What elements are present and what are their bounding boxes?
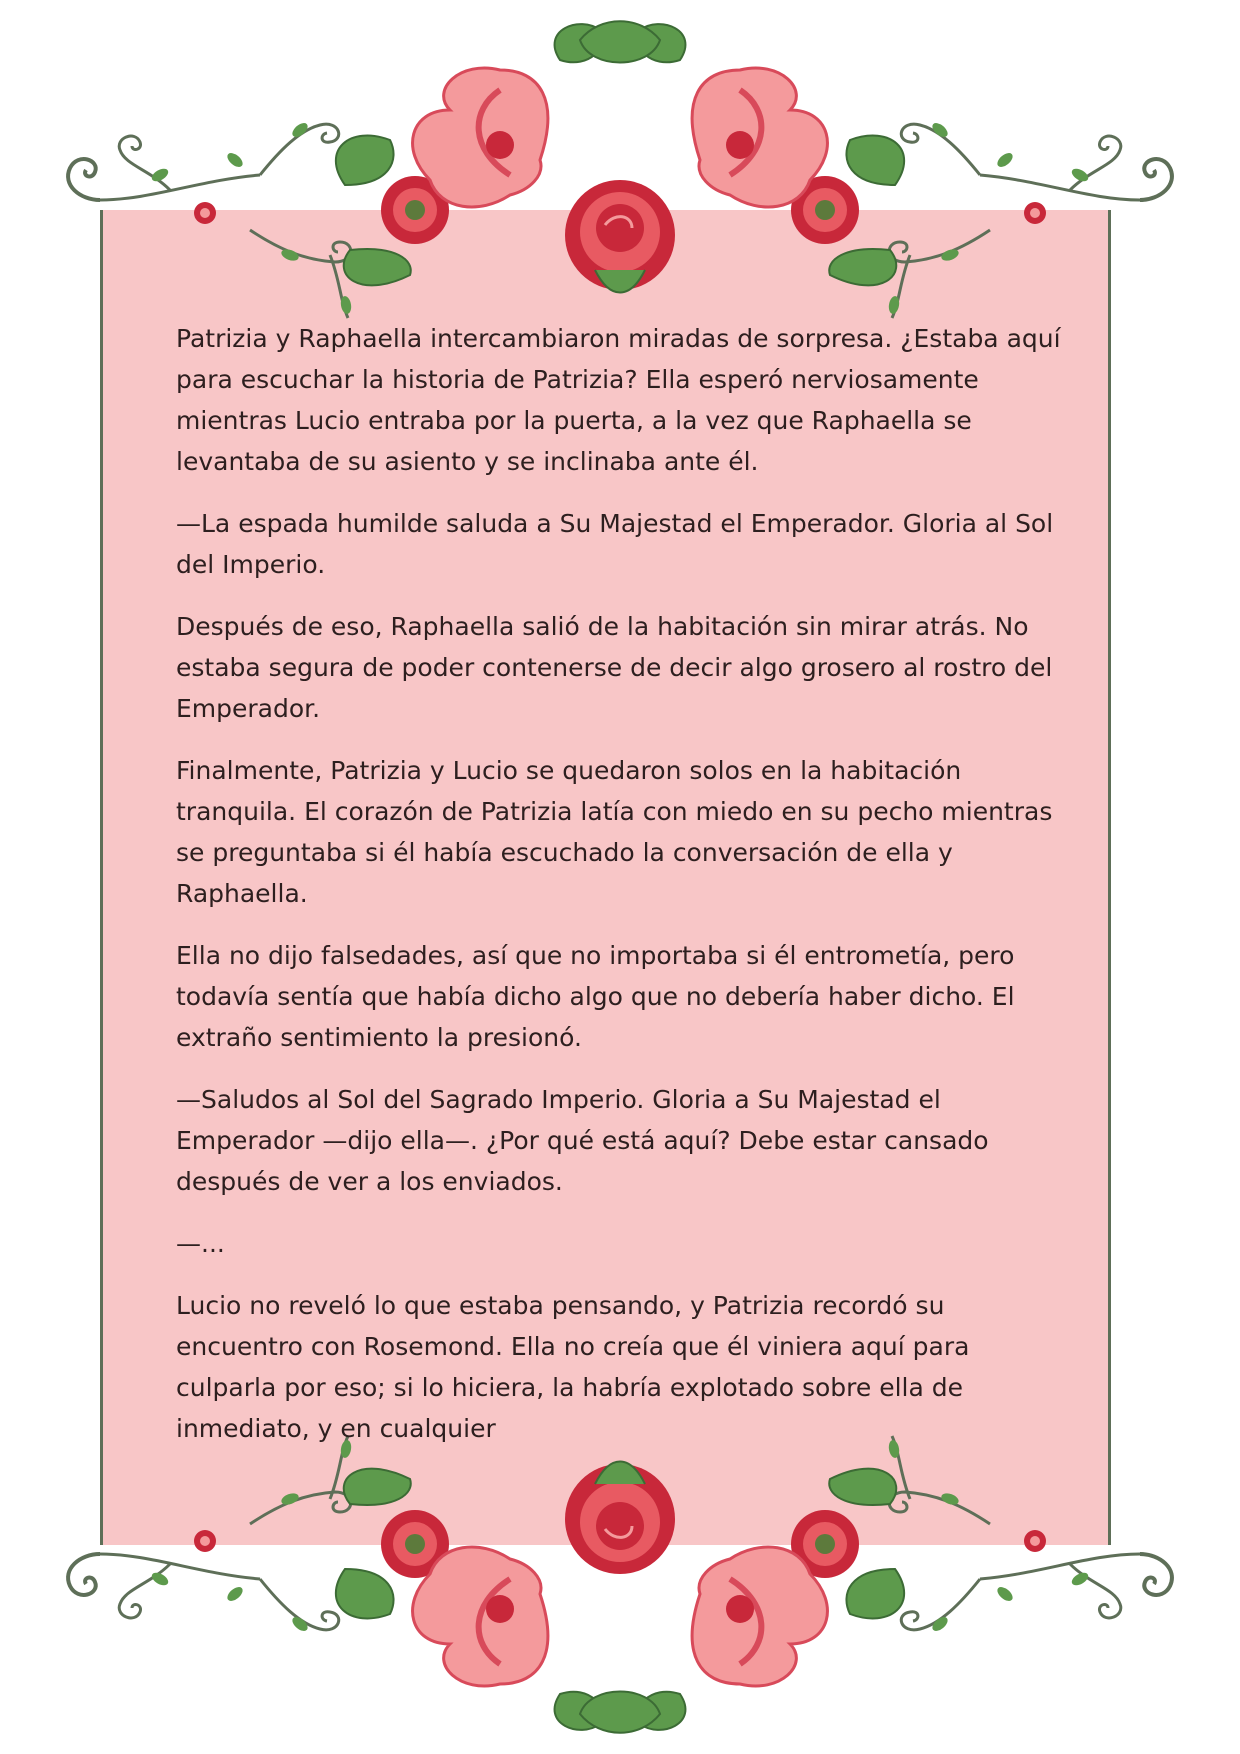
paragraph: —... <box>176 1229 225 1258</box>
paragraph: Lucio no reveló lo que estaba pensando, y Patrizia recordó su encuentro con Rosemond. Ella no creía que él viniera aquí para culparla por eso; si lo hiciera, la habría explotado sobre ella de inmediato, y en cualquier <box>176 1291 970 1443</box>
floral-ornament-top-icon <box>0 0 1240 330</box>
paragraph: —La espada humilde saluda a Su Majestad el Emperador. Gloria al Sol del Imperio. <box>176 509 1054 579</box>
paragraph: —Saludos al Sol del Sagrado Imperio. Gloria a Su Majestad el Emperador —dijo ella—. ¿Por qué está aquí? Debe estar cansado después de ver a los enviados. <box>176 1085 989 1196</box>
paragraph: Ella no dijo falsedades, así que no importaba si él entrometía, pero todavía sentía que había dicho algo que no debería haber dicho. El extraño sentimiento la presionó. <box>176 941 1015 1052</box>
paragraph: Patrizia y Raphaella intercambiaron miradas de sorpresa. ¿Estaba aquí para escuchar la historia de Patrizia? Ella esperó nerviosamente mientras Lucio entraba por la puerta, a la vez que Raphaella se levantaba de su asiento y se inclinaba ante él. <box>176 324 1061 476</box>
floral-ornament-bottom-icon <box>0 1420 1240 1754</box>
story-text <box>176 318 1076 1470</box>
paragraph: Finalmente, Patrizia y Lucio se quedaron solos en la habitación tranquila. El corazón de Patrizia latía con miedo en su pecho mientras se preguntaba si él había escuchado la conversación de ella y Raphaella. <box>176 756 1053 908</box>
paragraph: Después de eso, Raphaella salió de la habitación sin mirar atrás. No estaba segura de poder contenerse de decir algo grosero al rostro del Emperador. <box>176 612 1053 723</box>
